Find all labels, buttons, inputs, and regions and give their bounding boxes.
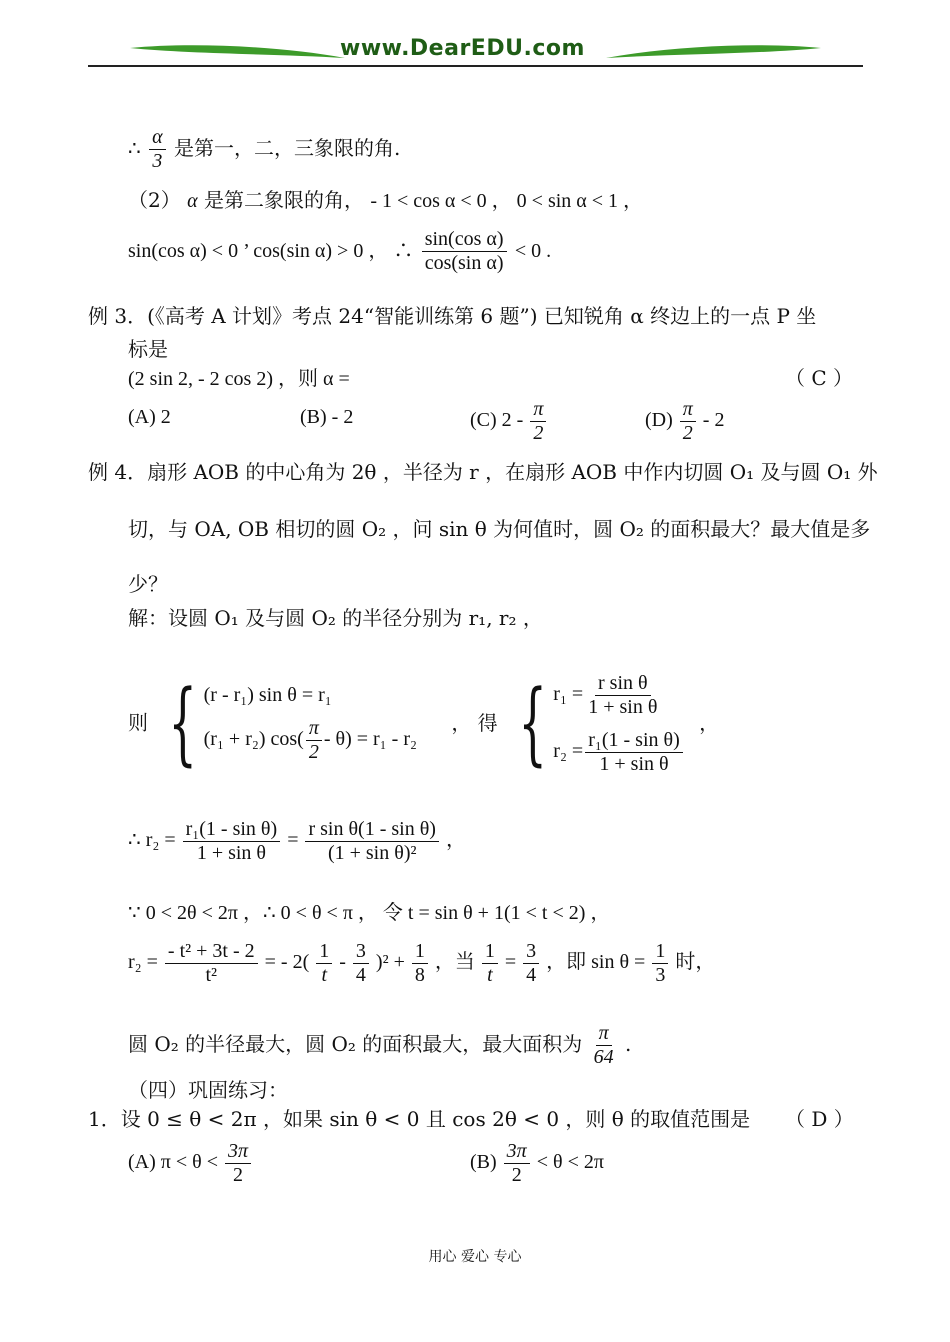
- equals: =: [287, 829, 299, 852]
- example-3-line-3: (2 sin 2, - 2 cos 2) ，则 α =: [128, 368, 350, 390]
- max-area-line: 圆 O₂ 的半径最大，圆 O₂ 的面积最大，最大面积为 $\frac{\pi}{64}$ .: [128, 1022, 632, 1068]
- therefore-r2: ∴ r₂ =: [128, 829, 176, 852]
- system-eq-1: (r - r₁) sin θ = r₁: [203, 684, 332, 706]
- exercise-heading: （四）巩固练习：: [128, 1078, 288, 1102]
- example-3-line-2: 标是: [128, 337, 168, 361]
- alpha-symbol: α: [187, 190, 198, 212]
- equation-system-row: [128, 672, 719, 776]
- line-3-expression: sin(cos α) < 0 ’ cos(sin α) > 0 ， ∴: [128, 240, 414, 262]
- r2-quadratic-line: r₂ = $\frac{\text{- t² + 3t - 2}}{\text{t²}}$ = - 2( $\frac{1}{t}$ - $\frac{3}{4}$ )² + $\frac{1}{8}$ ，当 $\frac{1}{t}$ = $\frac{3}{4}$ ，即 sin θ = $\frac{1}{3}$ 时，: [128, 940, 716, 986]
- fraction-pi-2: $\frac{\pi}{2}$: [680, 398, 696, 445]
- example-3-option-c: [470, 398, 548, 445]
- ze-label: 则: [128, 710, 148, 735]
- comma: ，: [445, 829, 466, 852]
- system-right: [504, 672, 685, 776]
- line-2: [128, 184, 643, 213]
- item-label: （2）: [128, 188, 181, 212]
- line-3: [128, 228, 551, 275]
- fraction-sin-cos: $\frac{\text{sin(cos α)}}{\text{cos(sin α)}}$: [422, 228, 507, 275]
- exercise-option-b: (B) $\frac{3\pi}{2}$ < θ < 2π: [470, 1140, 604, 1186]
- example-3-line-1: 例 3．(《高考 A 计划》考点 24“智能训练第 6 题”) 已知锐角 α 终边上的一点 P 坐: [88, 304, 817, 328]
- option-d-prefix: (D): [645, 409, 673, 432]
- line-2-expression: - 1 < cos α < 0 ， 0 < sin α < 1 ，: [370, 190, 644, 212]
- exercise-q1-answer: （ D ）: [785, 1107, 854, 1131]
- header-swoosh-right: [606, 40, 821, 60]
- exercise-q1: 1．设 0 ≤ θ < 2π ，如果 sin θ < 0 且 cos 2θ < 0 ，则 θ 的取值范围是: [88, 1107, 751, 1131]
- example-4-line-1: 例 4．扇形 AOB 的中心角为 2θ ，半径为 r ，在扇形 AOB 中作内切圆 O₁ 及与圆 O₁ 外: [88, 460, 878, 484]
- option-c-prefix: (C) 2 -: [470, 409, 524, 432]
- left-brace: {: [518, 671, 547, 776]
- line-1-text: 是第一，二，三象限的角.: [173, 136, 401, 160]
- left-brace: {: [168, 671, 198, 776]
- example-3-option-d: [645, 398, 724, 445]
- example-3-option-b: (B) - 2: [300, 406, 354, 428]
- because-line: ∵ 0 < 2θ < 2π ，∴ 0 < θ < π ， 令 t = sin θ + 1(1 < t < 2) ，: [128, 902, 611, 924]
- page-footer: 用心 爱心 专心: [428, 1249, 522, 1265]
- example-3-answer: （ C ）: [785, 366, 854, 390]
- example-3-option-a: (A) 2: [128, 406, 171, 428]
- header-rule: [88, 65, 863, 67]
- comma: ，: [699, 710, 720, 735]
- line-3-tail: < 0 .: [514, 240, 552, 262]
- example-4-line-3: 少？: [128, 572, 168, 596]
- result-r1: r₁ = $\frac{\text{r sin θ}}{\text{1 + sin θ}}$: [553, 672, 658, 718]
- system-left: [154, 671, 417, 776]
- line-1: [128, 126, 400, 173]
- solution-line-1: 解：设圆 O₁ 及与圆 O₂ 的半径分别为 r₁, r₂ ，: [128, 606, 543, 630]
- line-2-text: 是第二象限的角，: [203, 188, 364, 212]
- fraction-pi-2: $\frac{\pi}{2}$: [530, 398, 546, 445]
- fraction-alpha-3: $\frac{\alpha}{3}$: [149, 126, 166, 173]
- de-label: ， 得: [451, 710, 498, 735]
- result-r2: r₂ = $\frac{\text{r₁(1 - sin θ)}}{\text{1 + sin θ}}$: [553, 729, 684, 776]
- option-d-suffix: - 2: [702, 409, 725, 432]
- exercise-option-a: (A) π < θ < $\frac{3\pi}{2}$: [128, 1140, 253, 1187]
- site-logo[interactable]: www.DearEDU.com: [340, 36, 585, 61]
- header-swoosh-left: [130, 40, 345, 60]
- example-4-line-2: 切，与 OA, OB 相切的圆 O₂ ，问 sin θ 为何值时，圆 O₂ 的面积最大？最大值是多: [128, 517, 871, 541]
- system-eq-2: (r₁ + r₂) cos( $\frac{\pi}{2}$ - θ) = r₁ - r₂: [203, 717, 417, 763]
- therefore-symbol: ∴: [128, 136, 141, 160]
- r2-derivation: ∴ r₂ = $\frac{\text{r₁(1 - sin θ)}}{\text{1 + sin θ}}$ = $\frac{\text{r sin θ(1 - sin θ)}}{\text{(1 + sin θ)²}}$ ，: [128, 818, 466, 864]
